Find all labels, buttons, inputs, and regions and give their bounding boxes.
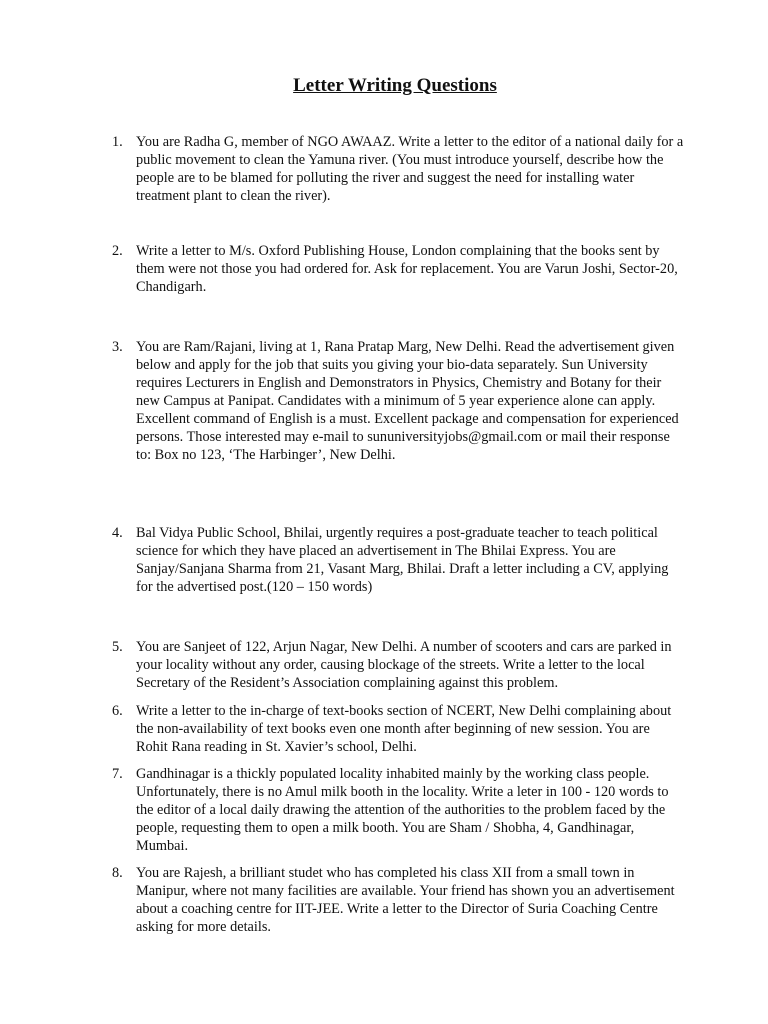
question-number: 3. [112, 339, 123, 355]
page-title: Letter Writing Questions [293, 75, 497, 96]
question-number: 8. [112, 865, 123, 881]
question-item [104, 702, 684, 756]
question-item [104, 765, 684, 855]
question-text: You are Ram/Rajani, living at 1, Rana Pratap Marg, New Delhi. Read the advertisement given below and apply for the job that suits you giving your bio-data separately. Sun University requires Lecturers in English and Demonstrators in Physics, Chemistry and Botany for their new Campus at Panipat. Candidates with a minimum of 5 year experience alone can apply. Excellent command of English is a must. Excellent package and compensation for experienced persons. Those interested may e-mail to sununiversityjobs@gmail.com or mail their response to: Box no 123, ‘The Harbinger’, New Delhi. [136, 339, 679, 463]
question-item [104, 242, 684, 296]
question-text: Bal Vidya Public School, Bhilai, urgently requires a post-graduate teacher to teach political science for which they have placed an advertisement in The Bhilai Express. You are Sanjay/Sanjana Sharma from 21, Vasant Marg, Bhilai. Draft a letter including a CV, applying for the advertised post.(120 – 150 words) [136, 525, 669, 595]
question-item [104, 338, 684, 464]
question-number: 7. [112, 766, 123, 782]
question-item [104, 864, 684, 936]
question-text: Write a letter to M/s. Oxford Publishing House, London complaining that the books sent by them were not those you had ordered for. Ask for replacement. You are Varun Joshi, Sector-20, Chandigarh. [136, 243, 678, 295]
question-text: Gandhinagar is a thickly populated locality inhabited mainly by the working class people. Unfortunately, there is no Amul milk booth in the locality. Write a leter in 100 - 120 words to the editor of a local daily drawing the attention of the authorities to the problem faced by the people, requesting them to open a milk booth. You are Sham / Shobha, 4, Gandhinagar, Mumbai. [136, 766, 669, 854]
question-text: Write a letter to the in-charge of text-books section of NCERT, New Delhi complaining about the non-availability of text books even one month after beginning of new session. You are Rohit Rana reading in St. Xavier’s school, Delhi. [136, 703, 672, 755]
question-number: 6. [112, 703, 123, 719]
question-number: 1. [112, 134, 123, 150]
question-number: 4. [112, 525, 123, 541]
question-item [104, 133, 684, 205]
question-text: You are Radha G, member of NGO AWAAZ. Write a letter to the editor of a national daily for a public movement to clean the Yamuna river. (You must introduce yourself, describe how the people are to be blamed for polluting the river and suggest the need for installing water treatment plant to clean the river). [136, 134, 684, 204]
question-text: You are Sanjeet of 122, Arjun Nagar, New Delhi. A number of scooters and cars are parked in your locality without any order, causing blockage of the streets. Write a letter to the local Secretary of the Resident’s Association complaining against this problem. [136, 639, 672, 691]
question-item [104, 638, 684, 692]
question-number: 5. [112, 639, 123, 655]
question-text: You are Rajesh, a brilliant studet who has completed his class XII from a small town in Manipur, where not many facilities are available. Your friend has shown you an advertisement about a coaching centre for IIT-JEE. Write a letter to the Director of Suria Coaching Centre asking for more details. [136, 865, 675, 935]
question-item [104, 524, 684, 596]
question-number: 2. [112, 243, 123, 259]
